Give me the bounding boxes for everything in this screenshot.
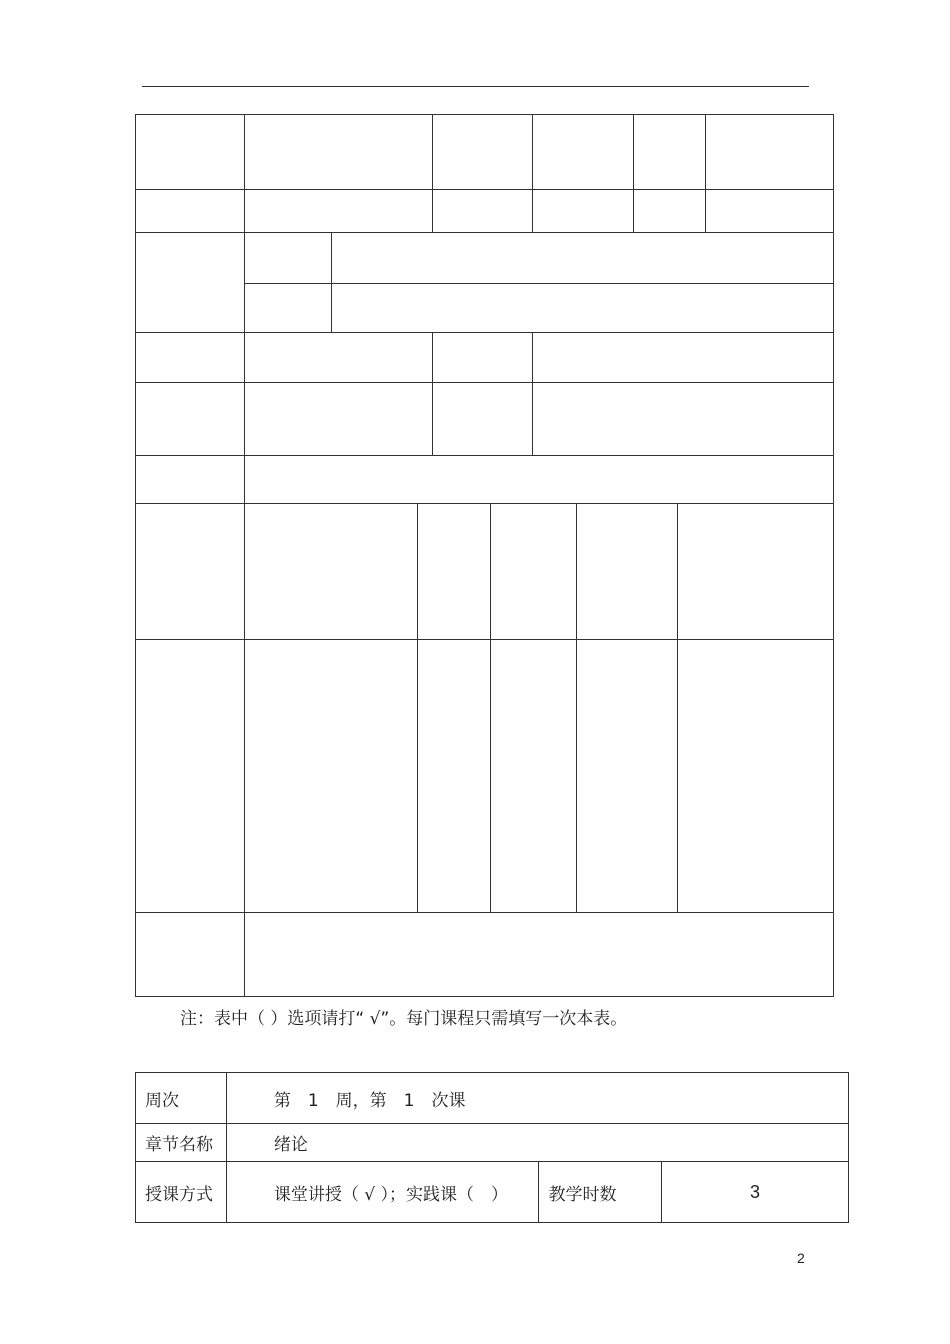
row-divider xyxy=(136,332,833,333)
column-divider xyxy=(432,332,433,455)
column-divider xyxy=(532,115,533,232)
row-divider xyxy=(136,455,833,456)
lesson-schedule-table xyxy=(135,1072,849,1223)
form-note: 注：表中（ ）选项请打“ √”。每门课程只需填写一次本表。 xyxy=(180,1009,628,1029)
column-divider xyxy=(490,503,491,912)
column-divider xyxy=(576,503,577,912)
teaching-mode-value: 课堂讲授（ √ ）；实践课（ ） xyxy=(226,1162,539,1223)
column-divider xyxy=(244,115,245,996)
teaching-hours-label: 教学时数 xyxy=(539,1162,662,1223)
chapter-value: 绪论 xyxy=(226,1124,848,1162)
row-divider xyxy=(244,283,833,284)
chapter-label: 章节名称 xyxy=(136,1124,227,1162)
column-divider xyxy=(705,115,706,232)
table-row xyxy=(136,1124,849,1162)
week-value: 第 1 周，第 1 次课 xyxy=(226,1073,848,1124)
row-divider xyxy=(136,639,833,640)
teaching-hours-value: 3 xyxy=(662,1162,849,1223)
column-divider xyxy=(417,503,418,912)
row-divider xyxy=(136,912,833,913)
column-divider xyxy=(633,115,634,232)
table-row xyxy=(136,1073,849,1124)
column-divider xyxy=(331,232,332,332)
row-divider xyxy=(136,189,833,190)
course-info-form-grid xyxy=(135,114,834,997)
page-number: 2 xyxy=(797,1250,805,1266)
teaching-mode-label: 授课方式 xyxy=(136,1162,227,1223)
row-divider xyxy=(136,503,833,504)
header-rule xyxy=(142,86,809,87)
row-divider xyxy=(136,232,833,233)
column-divider xyxy=(532,332,533,455)
column-divider xyxy=(677,503,678,912)
table-row xyxy=(136,1162,849,1223)
week-label: 周次 xyxy=(136,1073,227,1124)
row-divider xyxy=(136,382,833,383)
column-divider xyxy=(432,115,433,232)
